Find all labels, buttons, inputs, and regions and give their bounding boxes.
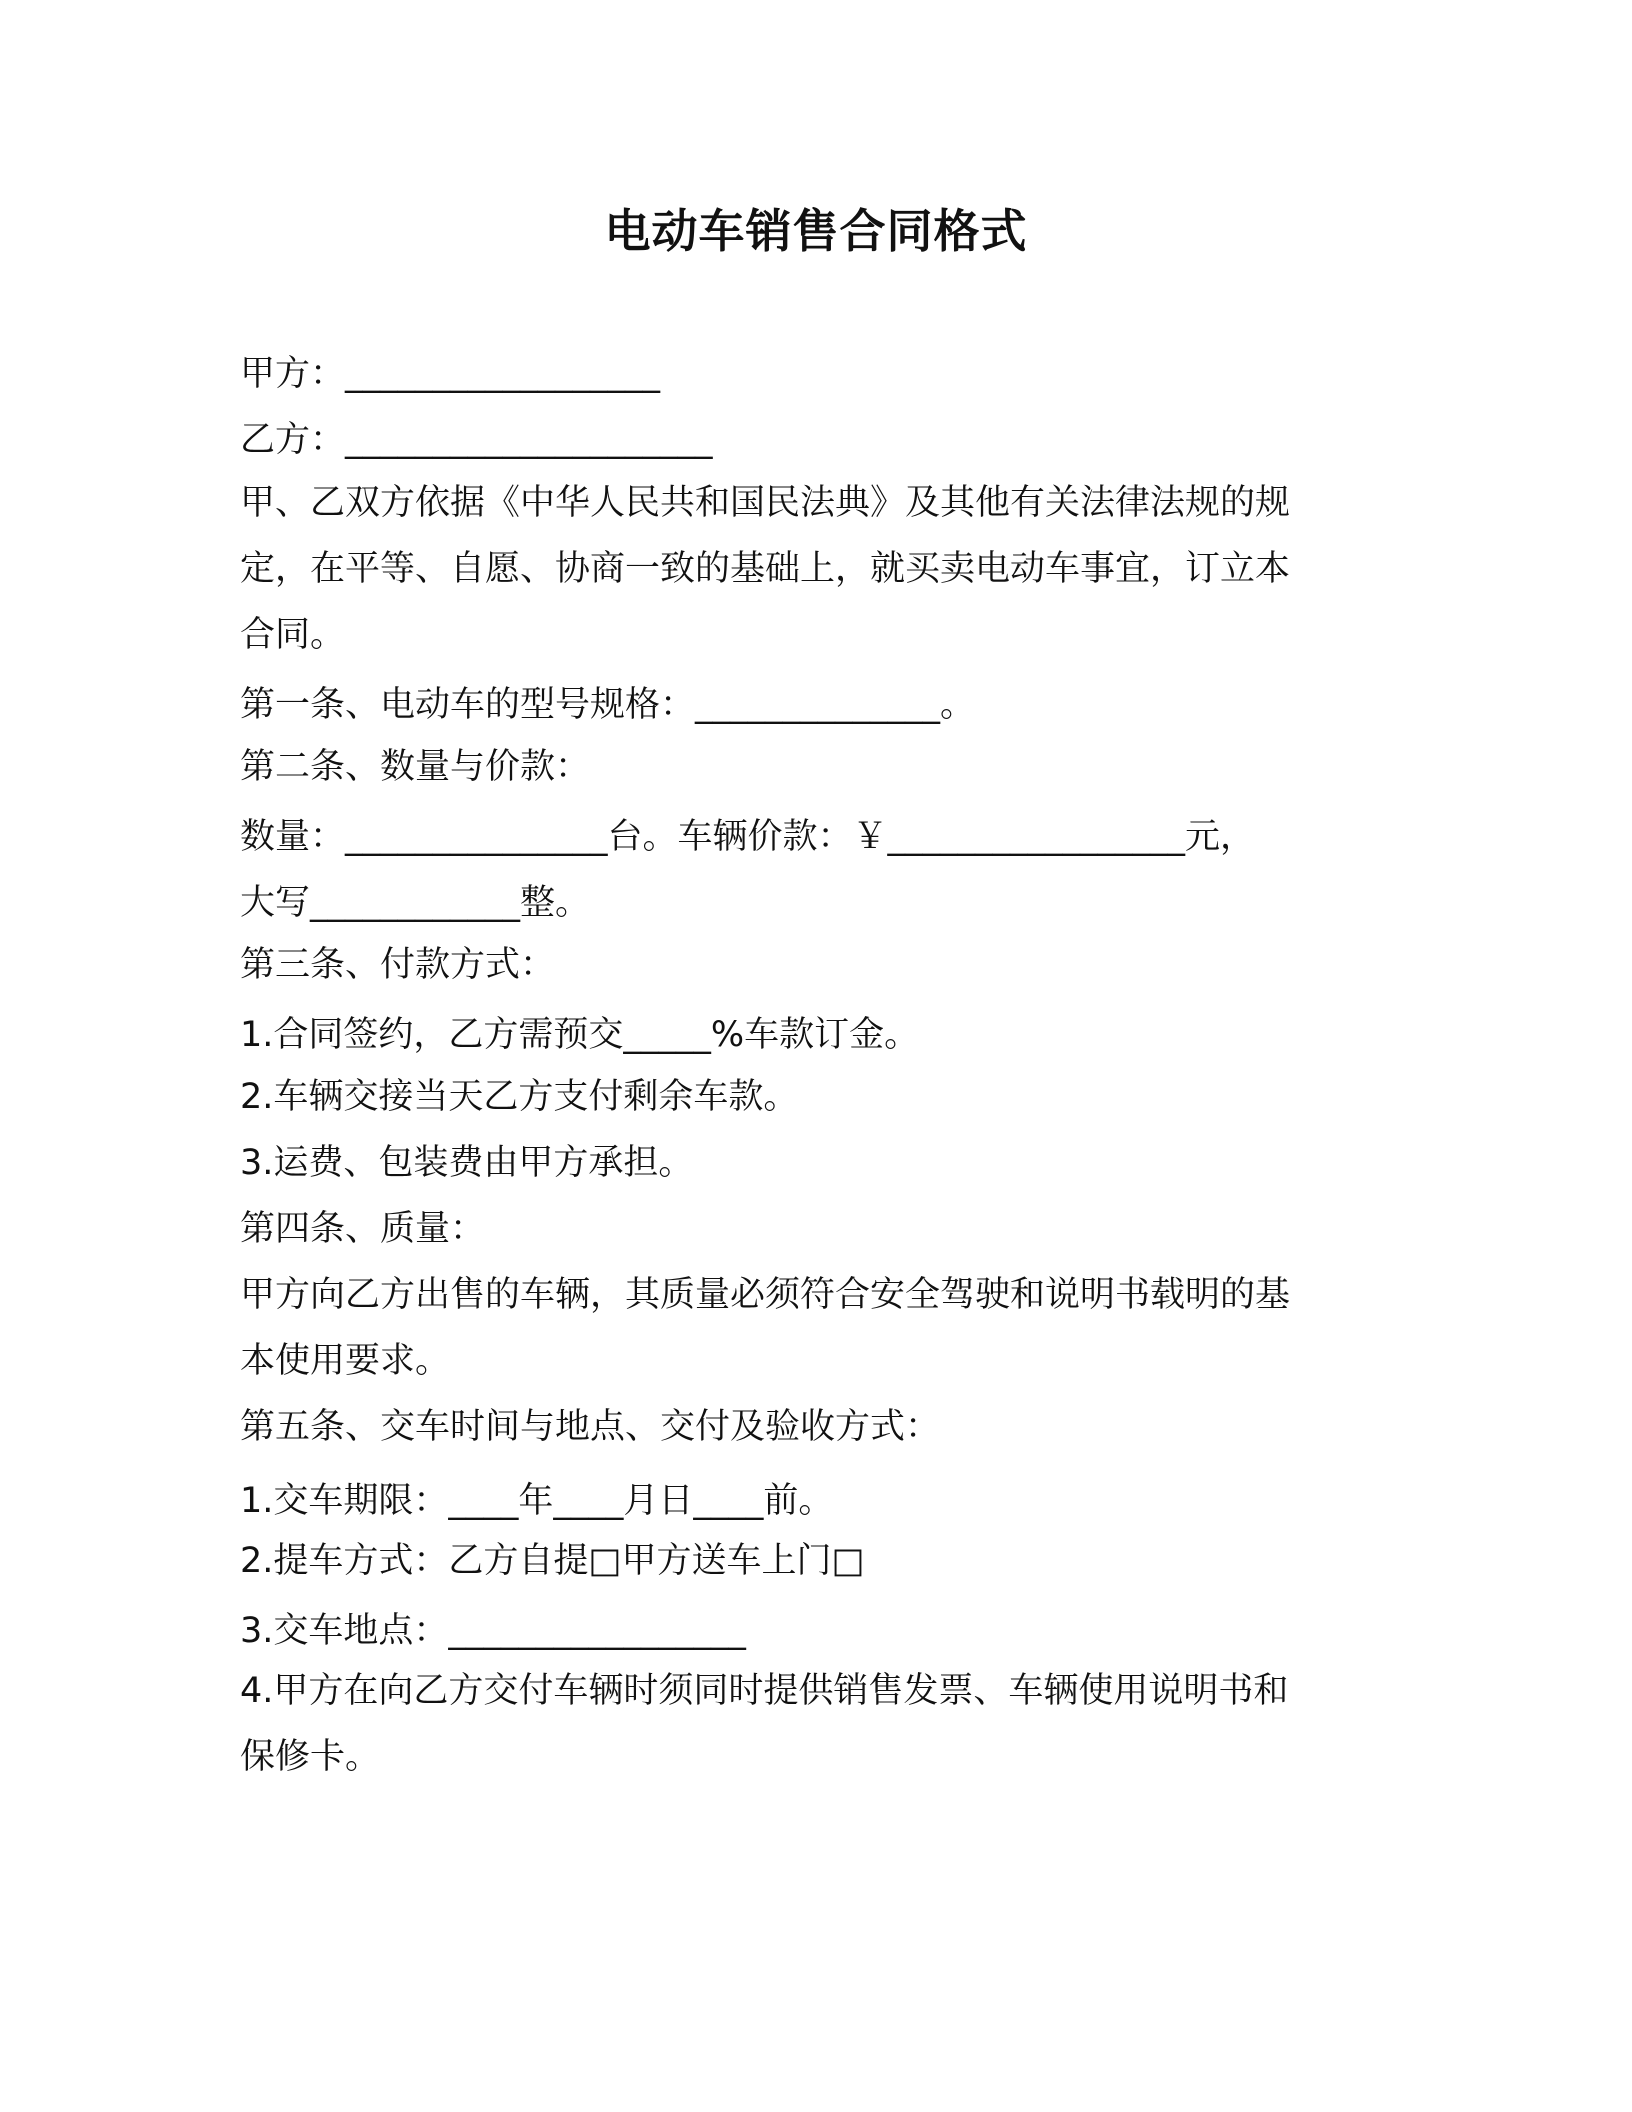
- delivery-item-4: 4.甲方在向乙方交付车辆时须同时提供销售发票、车辆使用说明书和: [240, 1671, 1289, 1711]
- article-1: 第一条、电动车的型号规格：______________。: [240, 685, 976, 725]
- quality-line-1: 甲方向乙方出售的车辆，其质量必须符合安全驾驶和说明书载明的基: [240, 1275, 1291, 1315]
- quantity-price-line: 数量：_______________台。车辆价款：￥_________________元，: [240, 817, 1256, 857]
- delivery-item-3: 3.交车地点：_________________: [240, 1611, 746, 1651]
- payment-item-2: 2.车辆交接当天乙方支付剩余车款。: [240, 1077, 799, 1117]
- preamble-line-1: 甲、乙双方依据《中华人民共和国民法典》及其他有关法律法规的规: [240, 483, 1291, 523]
- party-a-line: 甲方：__________________: [240, 354, 661, 394]
- document-title: 电动车销售合同格式: [604, 204, 1028, 258]
- payment-item-3: 3.运费、包装费由甲方承担。: [240, 1143, 694, 1183]
- amount-words-line: 大写____________整。: [240, 883, 591, 923]
- payment-item-1: 1.合同签约，乙方需预交_____%车款订金。: [240, 1015, 920, 1055]
- preamble-line-2: 定，在平等、自愿、协商一致的基础上，就买卖电动车事宜，订立本: [240, 549, 1291, 589]
- party-b-line: 乙方：_____________________: [240, 420, 713, 460]
- article-4-heading: 第四条、质量：: [240, 1209, 486, 1249]
- delivery-item-4-cont: 保修卡。: [240, 1737, 381, 1777]
- preamble-line-3: 合同。: [240, 615, 346, 655]
- article-3-heading: 第三条、付款方式：: [240, 945, 556, 985]
- article-2-heading: 第二条、数量与价款：: [240, 747, 591, 787]
- article-5-heading: 第五条、交车时间与地点、交付及验收方式：: [240, 1407, 941, 1447]
- delivery-item-1: 1.交车期限：____年____月日____前。: [240, 1481, 834, 1521]
- delivery-item-2: 2.提车方式：乙方自提□甲方送车上门□: [240, 1541, 865, 1581]
- quality-line-2: 本使用要求。: [240, 1341, 451, 1381]
